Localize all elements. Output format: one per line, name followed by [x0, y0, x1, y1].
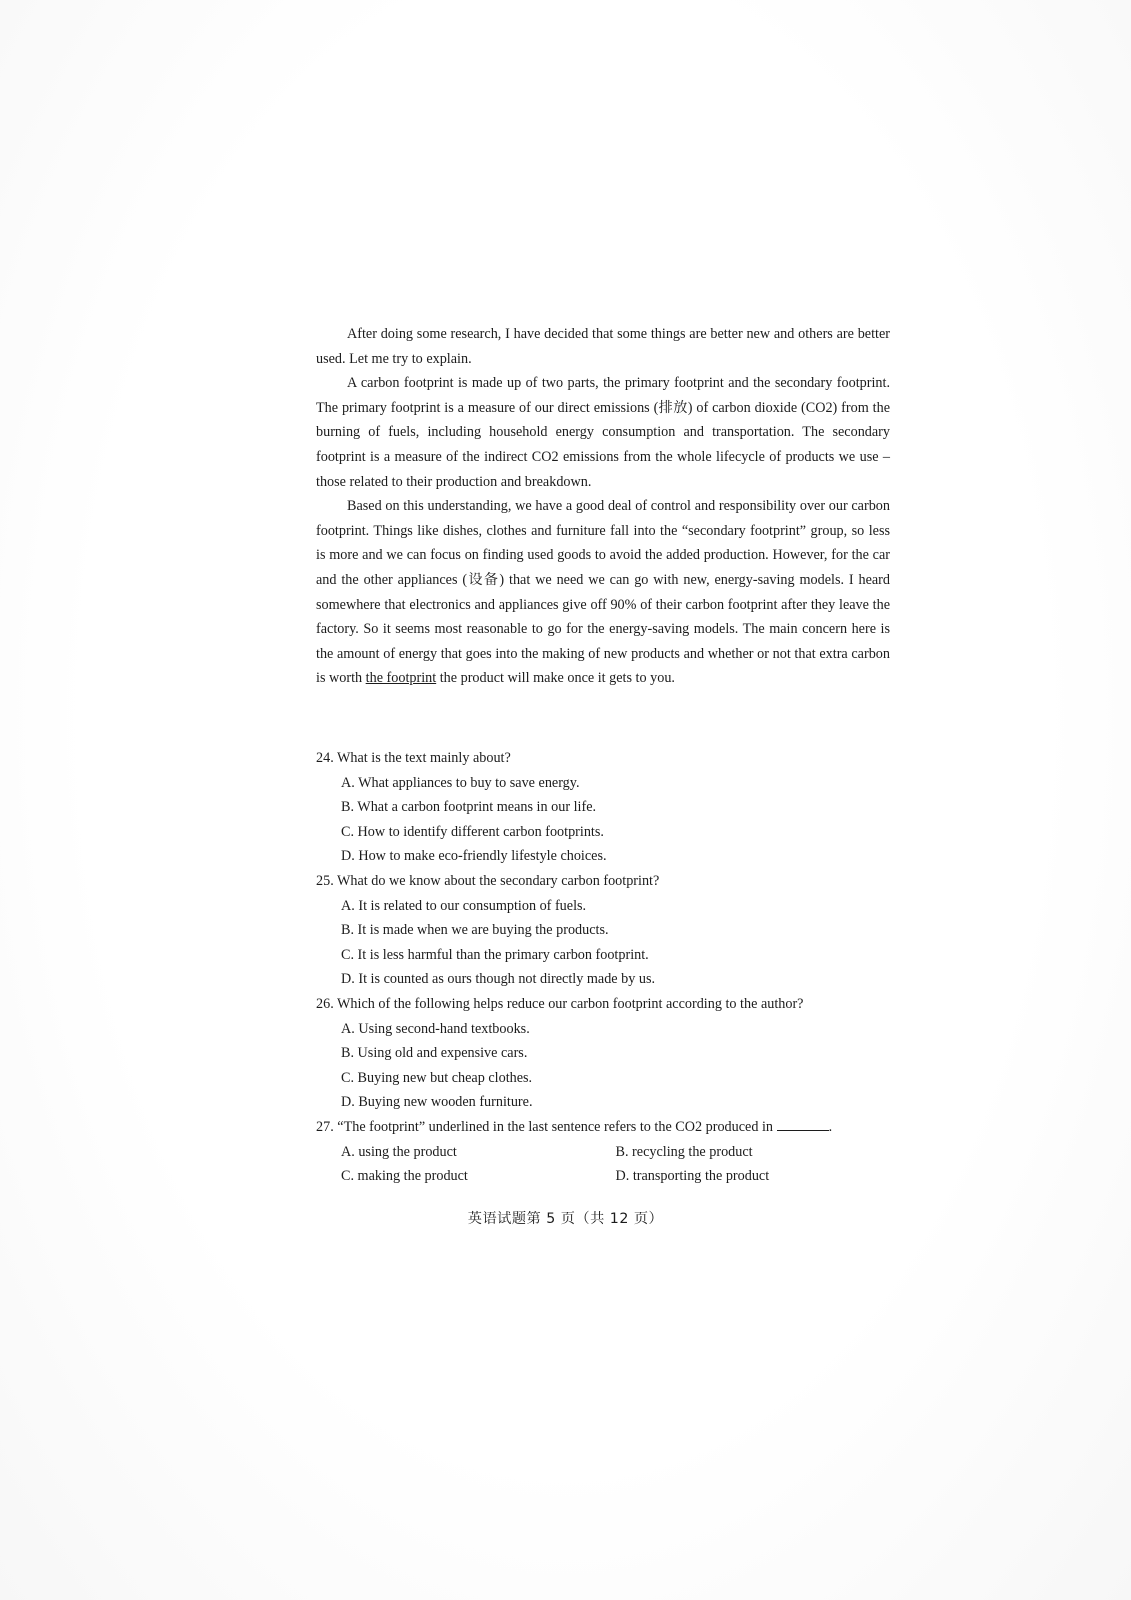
passage-paragraph [316, 494, 890, 691]
option-d: D. transporting the product [615, 1168, 770, 1185]
paragraph-text: Based on this understanding, we have a good deal of control and responsibility over our carbon footprint. Things like dishes, clothes and furniture fall into the “secondary footprint” group, so less is more and we can focus on finding used goods to avoid the added production. However, for the car and the other appliances (设备) that we need we can go with new, energy-saving models. I heard somewhere that electronics and appliances give off 90% of their carbon footprint after they leave the factory. So it seems most reasonable to go for the energy-saving models. The main concern here is the amount of energy that goes into the making of new products and whether or not that extra carbon is worth [316, 498, 890, 687]
page-footer: 英语试题第 5 页（共 12 页） [467, 1211, 664, 1227]
question-stem: 26. Which of the following helps reduce our carbon footprint according to the author? [316, 995, 804, 1012]
paragraph-text: the product will make once it gets to you. [436, 670, 675, 687]
option-b: B. recycling the product [615, 1143, 753, 1160]
question-27 [316, 1115, 890, 1189]
option-row [316, 1140, 890, 1165]
answer-option: B. It is made when we are buying the products. [341, 922, 609, 939]
passage-paragraph [316, 322, 890, 371]
question-stem [316, 1115, 890, 1140]
answer-option: A. What appliances to buy to save energy. [341, 774, 580, 791]
answer-option: D. It is counted as ours though not directly made by us. [341, 971, 656, 988]
question-stem: 24. What is the text mainly about? [316, 750, 511, 766]
answer-option: C. How to identify different carbon footprints. [341, 823, 604, 840]
question-stem-text: 27. “The footprint” underlined in the last sentence refers to the CO2 produced in [316, 1118, 774, 1135]
answer-option: D. Buying new wooden furniture. [341, 1094, 533, 1111]
underlined-phrase: the footprint [365, 670, 437, 687]
reading-passage [316, 322, 890, 691]
question-section [316, 746, 890, 1189]
question-item [316, 992, 890, 1115]
question-item [316, 746, 890, 869]
option-a: A. using the product [341, 1143, 457, 1160]
passage-paragraph [316, 371, 890, 494]
answer-option: B. What a carbon footprint means in our life. [341, 799, 597, 816]
answer-blank [777, 1116, 829, 1131]
answer-option: B. Using old and expensive cars. [341, 1045, 528, 1062]
option-row [316, 1164, 890, 1189]
answer-option: D. How to make eco-friendly lifestyle choices. [341, 848, 607, 865]
question-list [316, 746, 890, 1115]
paragraph-text: After doing some research, I have decided that some things are better new and others are better used. Let me try to explain. [316, 326, 890, 367]
question-stem: 25. What do we know about the secondary carbon footprint? [316, 872, 660, 889]
question-stem-end: . [828, 1118, 833, 1135]
answer-option: C. Buying new but cheap clothes. [341, 1069, 533, 1086]
question-item [316, 869, 890, 992]
answer-option: A. It is related to our consumption of fuels. [341, 897, 587, 914]
option-c: C. making the product [341, 1168, 468, 1185]
paragraph-text: A carbon footprint is made up of two parts, the primary footprint and the secondary footprint. The primary footprint is a measure of our direct emissions (排放) of carbon dioxide (CO2) from the burning of fuels, including household energy consumption and transportation. The secondary footprint is a measure of the indirect CO2 emissions from the whole lifecycle of products we use – those related to their production and breakdown. [316, 375, 890, 490]
answer-option: A. Using second-hand textbooks. [341, 1020, 530, 1037]
answer-option: C. It is less harmful than the primary carbon footprint. [341, 946, 649, 963]
